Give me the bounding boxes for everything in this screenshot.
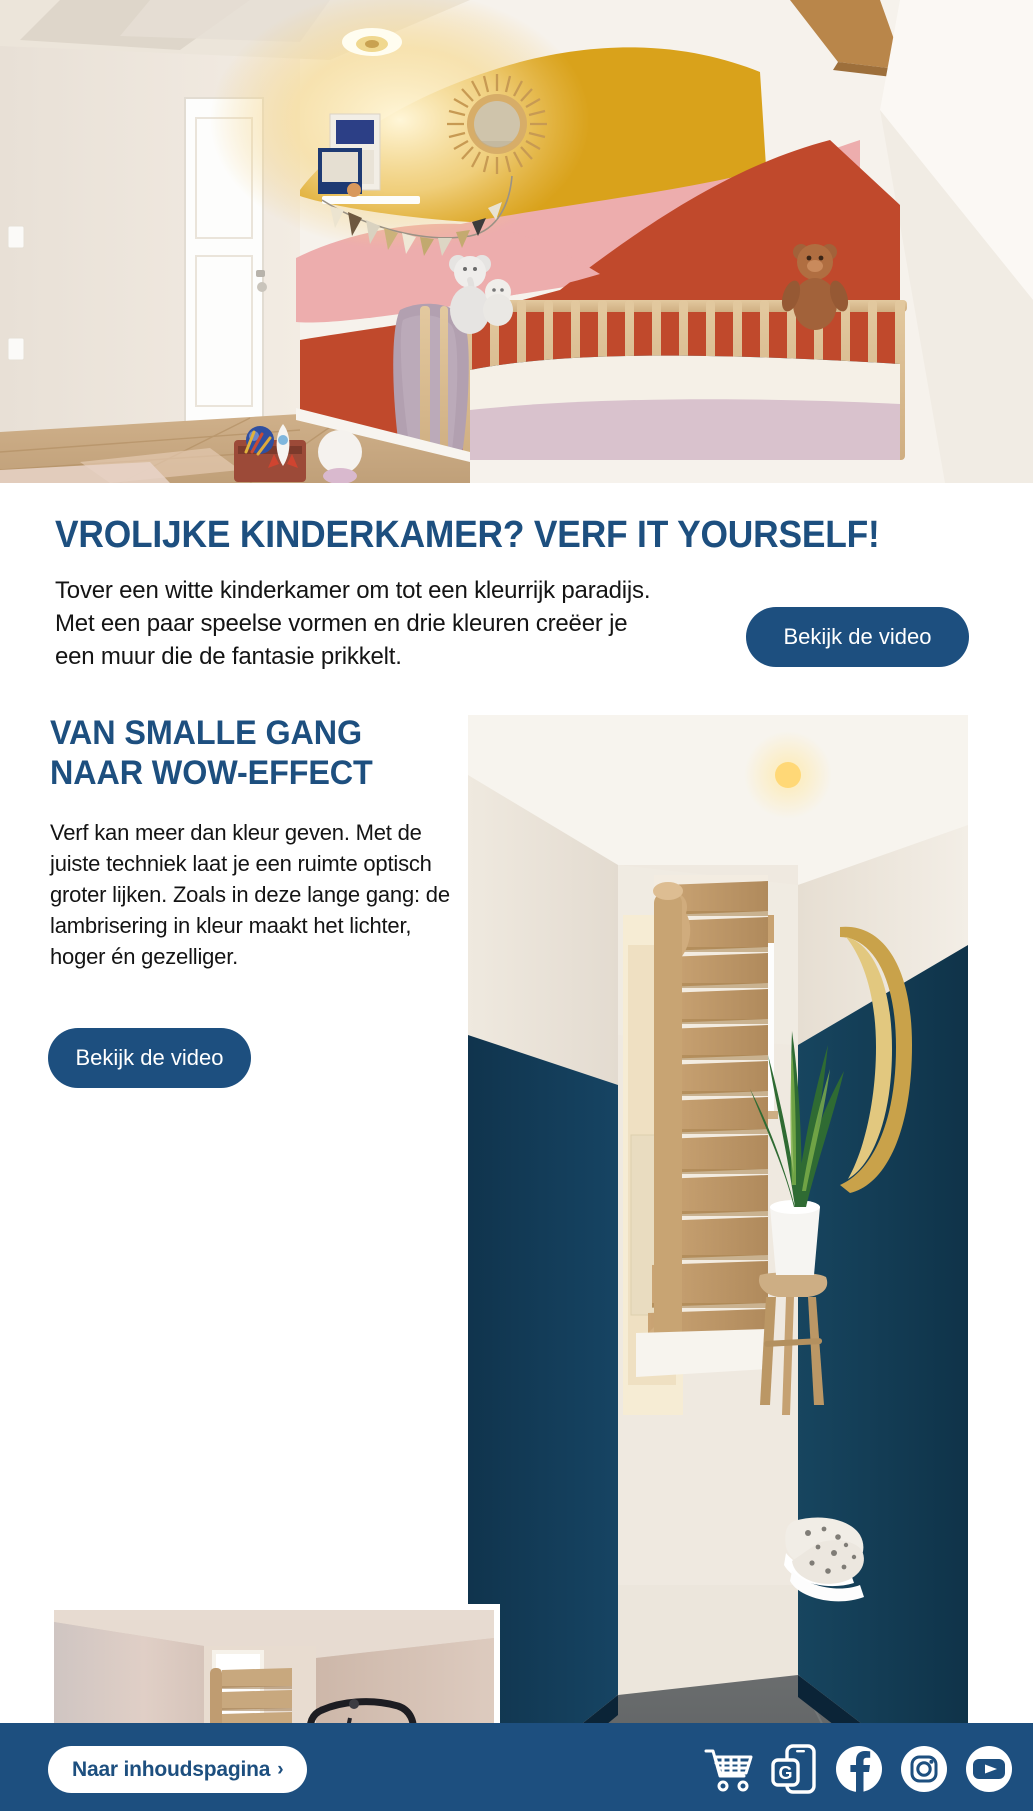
youtube-icon[interactable]: [963, 1743, 1015, 1795]
instagram-icon[interactable]: [898, 1743, 950, 1795]
instagram-glyph: [898, 1743, 950, 1795]
shopping-cart-glyph: [703, 1743, 755, 1795]
section-title-line-2: NAAR WOW-EFFECT: [50, 754, 373, 792]
section-title-line-1: VAN SMALLE GANG: [50, 714, 363, 752]
facebook-icon[interactable]: [833, 1743, 885, 1795]
shopping-cart-icon[interactable]: [703, 1743, 755, 1795]
to-contents-page-label: Naar inhoudspagina: [72, 1757, 271, 1781]
hero-image-kinderkamer: [0, 0, 1033, 483]
facebook-glyph: [833, 1743, 885, 1795]
mobile-app-glyph: [768, 1743, 820, 1795]
mobile-app-icon[interactable]: [768, 1743, 820, 1795]
page-title: VROLIJKE KINDERKAMER? VERF IT YOURSELF!: [55, 514, 880, 556]
article-lead-paragraph: Tover een witte kinderkamer om tot een kleurrijk paradijs. Met een paar speelse vormen en drie kleuren creëer je een muur die de fantasie prikkelt.: [55, 577, 651, 670]
svg-text:G: G: [778, 1763, 793, 1783]
youtube-glyph: [963, 1743, 1015, 1795]
section-body-paragraph: Verf kan meer dan kleur geven. Met de juiste techniek laat je een ruimte optisch groter lijken. Zoals in deze lange gang: de lambrisering in kleur maakt het lichter, hoger én gezelliger.: [50, 820, 450, 969]
chevron-right-icon: ›: [277, 1759, 284, 1780]
watch-video-button-1[interactable]: Bekijk de video: [746, 607, 969, 667]
hallway-after-photo: [468, 715, 968, 1811]
watch-video-button-2[interactable]: Bekijk de video: [48, 1028, 251, 1088]
to-contents-page-button[interactable]: [48, 1746, 307, 1793]
footer-bar: [0, 1723, 1033, 1811]
hallway-after-illustration: [468, 715, 968, 1811]
social-links: [703, 1743, 1015, 1795]
hero-illustration: [0, 0, 1033, 483]
section-title-van-smalle-gang: [50, 713, 449, 793]
